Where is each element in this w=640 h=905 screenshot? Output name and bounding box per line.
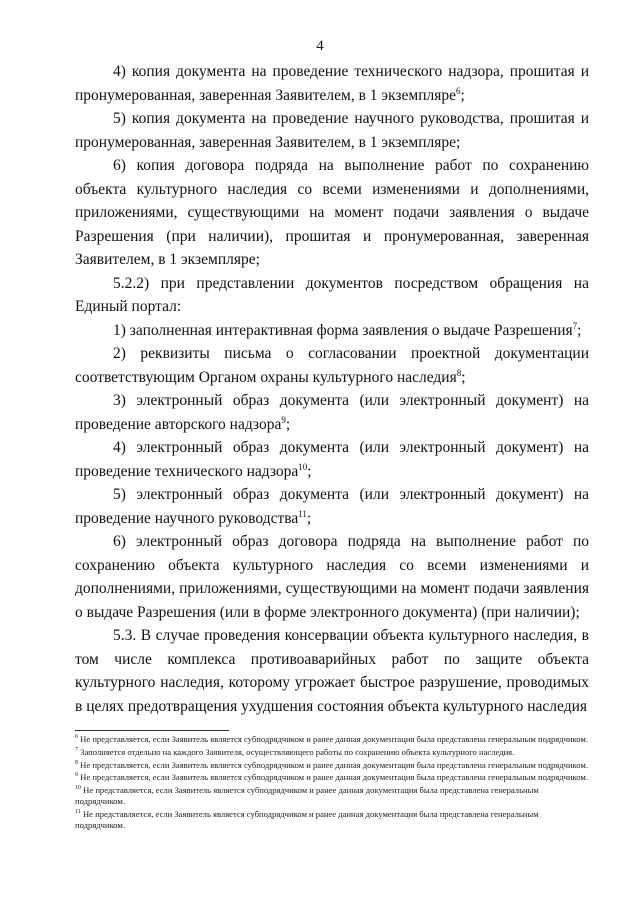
paragraph: [75, 154, 589, 272]
footnote: [75, 747, 589, 758]
footnote-number: 10: [75, 785, 81, 792]
paragraph-tail: ;: [285, 415, 291, 433]
paragraph: [75, 60, 589, 107]
paragraph-text: 5.3. В случае проведения консервации объекта культурного наследия, в том числе комплекса противоаварийных работ по защите объекта культурного наследия, которому угрожает быстрое разрушение, проводимых в целях предотвращения ухудшения состояния объекта культурного наследия: [75, 627, 589, 715]
page-number: 4: [316, 38, 324, 54]
main-text: [75, 60, 589, 718]
footnote: [75, 809, 589, 831]
footnote-ref: 11: [298, 508, 307, 519]
paragraph-tail: ;: [577, 321, 582, 339]
footnote-text: Не представляется, если Заявитель является субподрядчиком и ранее данная документация была представлена генеральным подрядчиком.: [75, 785, 539, 807]
paragraph-text: 4) копия документа на проведение технического надзора, прошитая и пронумерованная, заверенная Заявителем, в 1 экземпляре: [75, 63, 589, 104]
paragraph-tail: ;: [461, 368, 466, 386]
footnote-number: 7: [75, 746, 78, 753]
footnote-text: Не представляется, если Заявитель является субподрядчиком и ранее данная документация была представлена генеральным подрядчиком.: [75, 809, 539, 831]
paragraph: [75, 530, 589, 624]
paragraph: [75, 342, 589, 389]
paragraph-text: 5) электронный образ документа (или электронный документ) на проведение научного руководства: [75, 486, 589, 527]
footnote-number: 9: [75, 772, 78, 779]
paragraph-text: 2) реквизиты письма о согласовании проектной документации соответствующим Органом охраны культурного наследия: [75, 345, 589, 386]
paragraph-text: 6) копия договора подряда на выполнение работ по сохранению объекта культурного наследия со всеми изменениями и дополнениями, приложениями, существующими на момент подачи заявления о выдаче Разрешения (при наличии), прошитая и пронумерованная, заверенная Заявителем, в 1 экземпляре;: [75, 157, 589, 268]
paragraph-text: 3) электронный образ документа (или электронный документ) на проведение авторского надзора: [75, 392, 589, 433]
footnote-text: Не представляется, если Заявитель является субподрядчиком и ранее данная документация была представлена генеральным подрядчиком.: [80, 759, 588, 770]
footnote-ref: 6: [456, 85, 461, 96]
paragraph: [75, 107, 589, 154]
paragraph: [75, 436, 589, 483]
footnotes: [75, 734, 589, 833]
footnote-text: Не представляется, если Заявитель является субподрядчиком и ранее данная документация была представлена генеральным подрядчиком.: [80, 734, 588, 744]
footnote-number: 8: [75, 759, 78, 766]
paragraph: [75, 272, 589, 319]
footnote-ref: 8: [456, 367, 462, 378]
paragraph-text: 4) электронный образ документа (или электронный документ) на проведение технического надзора: [75, 439, 589, 480]
paragraph: [75, 624, 589, 718]
paragraph-tail: ;: [307, 462, 312, 480]
footnote-number: 11: [75, 809, 81, 816]
paragraph-text: 5.2.2) при представлении документов посредством обращения на Единый портал:: [75, 274, 589, 315]
paragraph-tail: ;: [460, 86, 465, 104]
footnote: [75, 785, 589, 807]
footnote-ref: 10: [298, 461, 308, 472]
paragraph: [75, 389, 589, 436]
paragraph: [75, 483, 589, 530]
footnote-separator: [75, 730, 229, 731]
paragraph-tail: ;: [306, 509, 312, 527]
paragraph-text: 5) копия документа на проведение научного руководства, прошитая и пронумерованная, заверенная Заявителем, в 1 экземпляре;: [75, 110, 589, 151]
footnote: [75, 772, 589, 783]
paragraph-text: 1) заполненная интерактивная форма заявления о выдаче Разрешения: [113, 321, 573, 339]
footnote: [75, 760, 589, 771]
footnote-number: 6: [75, 734, 78, 741]
footnote-ref: 9: [281, 414, 286, 425]
footnote: [75, 734, 589, 745]
paragraph-text: 6) электронный образ договора подряда на выполнение работ по сохранению объекта культурного наследия со всеми изменениями и дополнениями, приложениями, существующими на момент подачи заявления о выдаче Разрешения (или в форме электронного документа) (при наличии);: [75, 533, 589, 621]
footnote-text: Заполняется отдельно на каждого Заявителя, осуществляющего работы по сохранению объекта культурного наследия.: [80, 746, 515, 757]
footnote-ref: 7: [572, 320, 578, 331]
footnote-text: Не представляется, если Заявитель является субподрядчиком и ранее данная документация была представлена генеральным подрядчиком.: [80, 772, 588, 783]
paragraph: [75, 319, 589, 343]
